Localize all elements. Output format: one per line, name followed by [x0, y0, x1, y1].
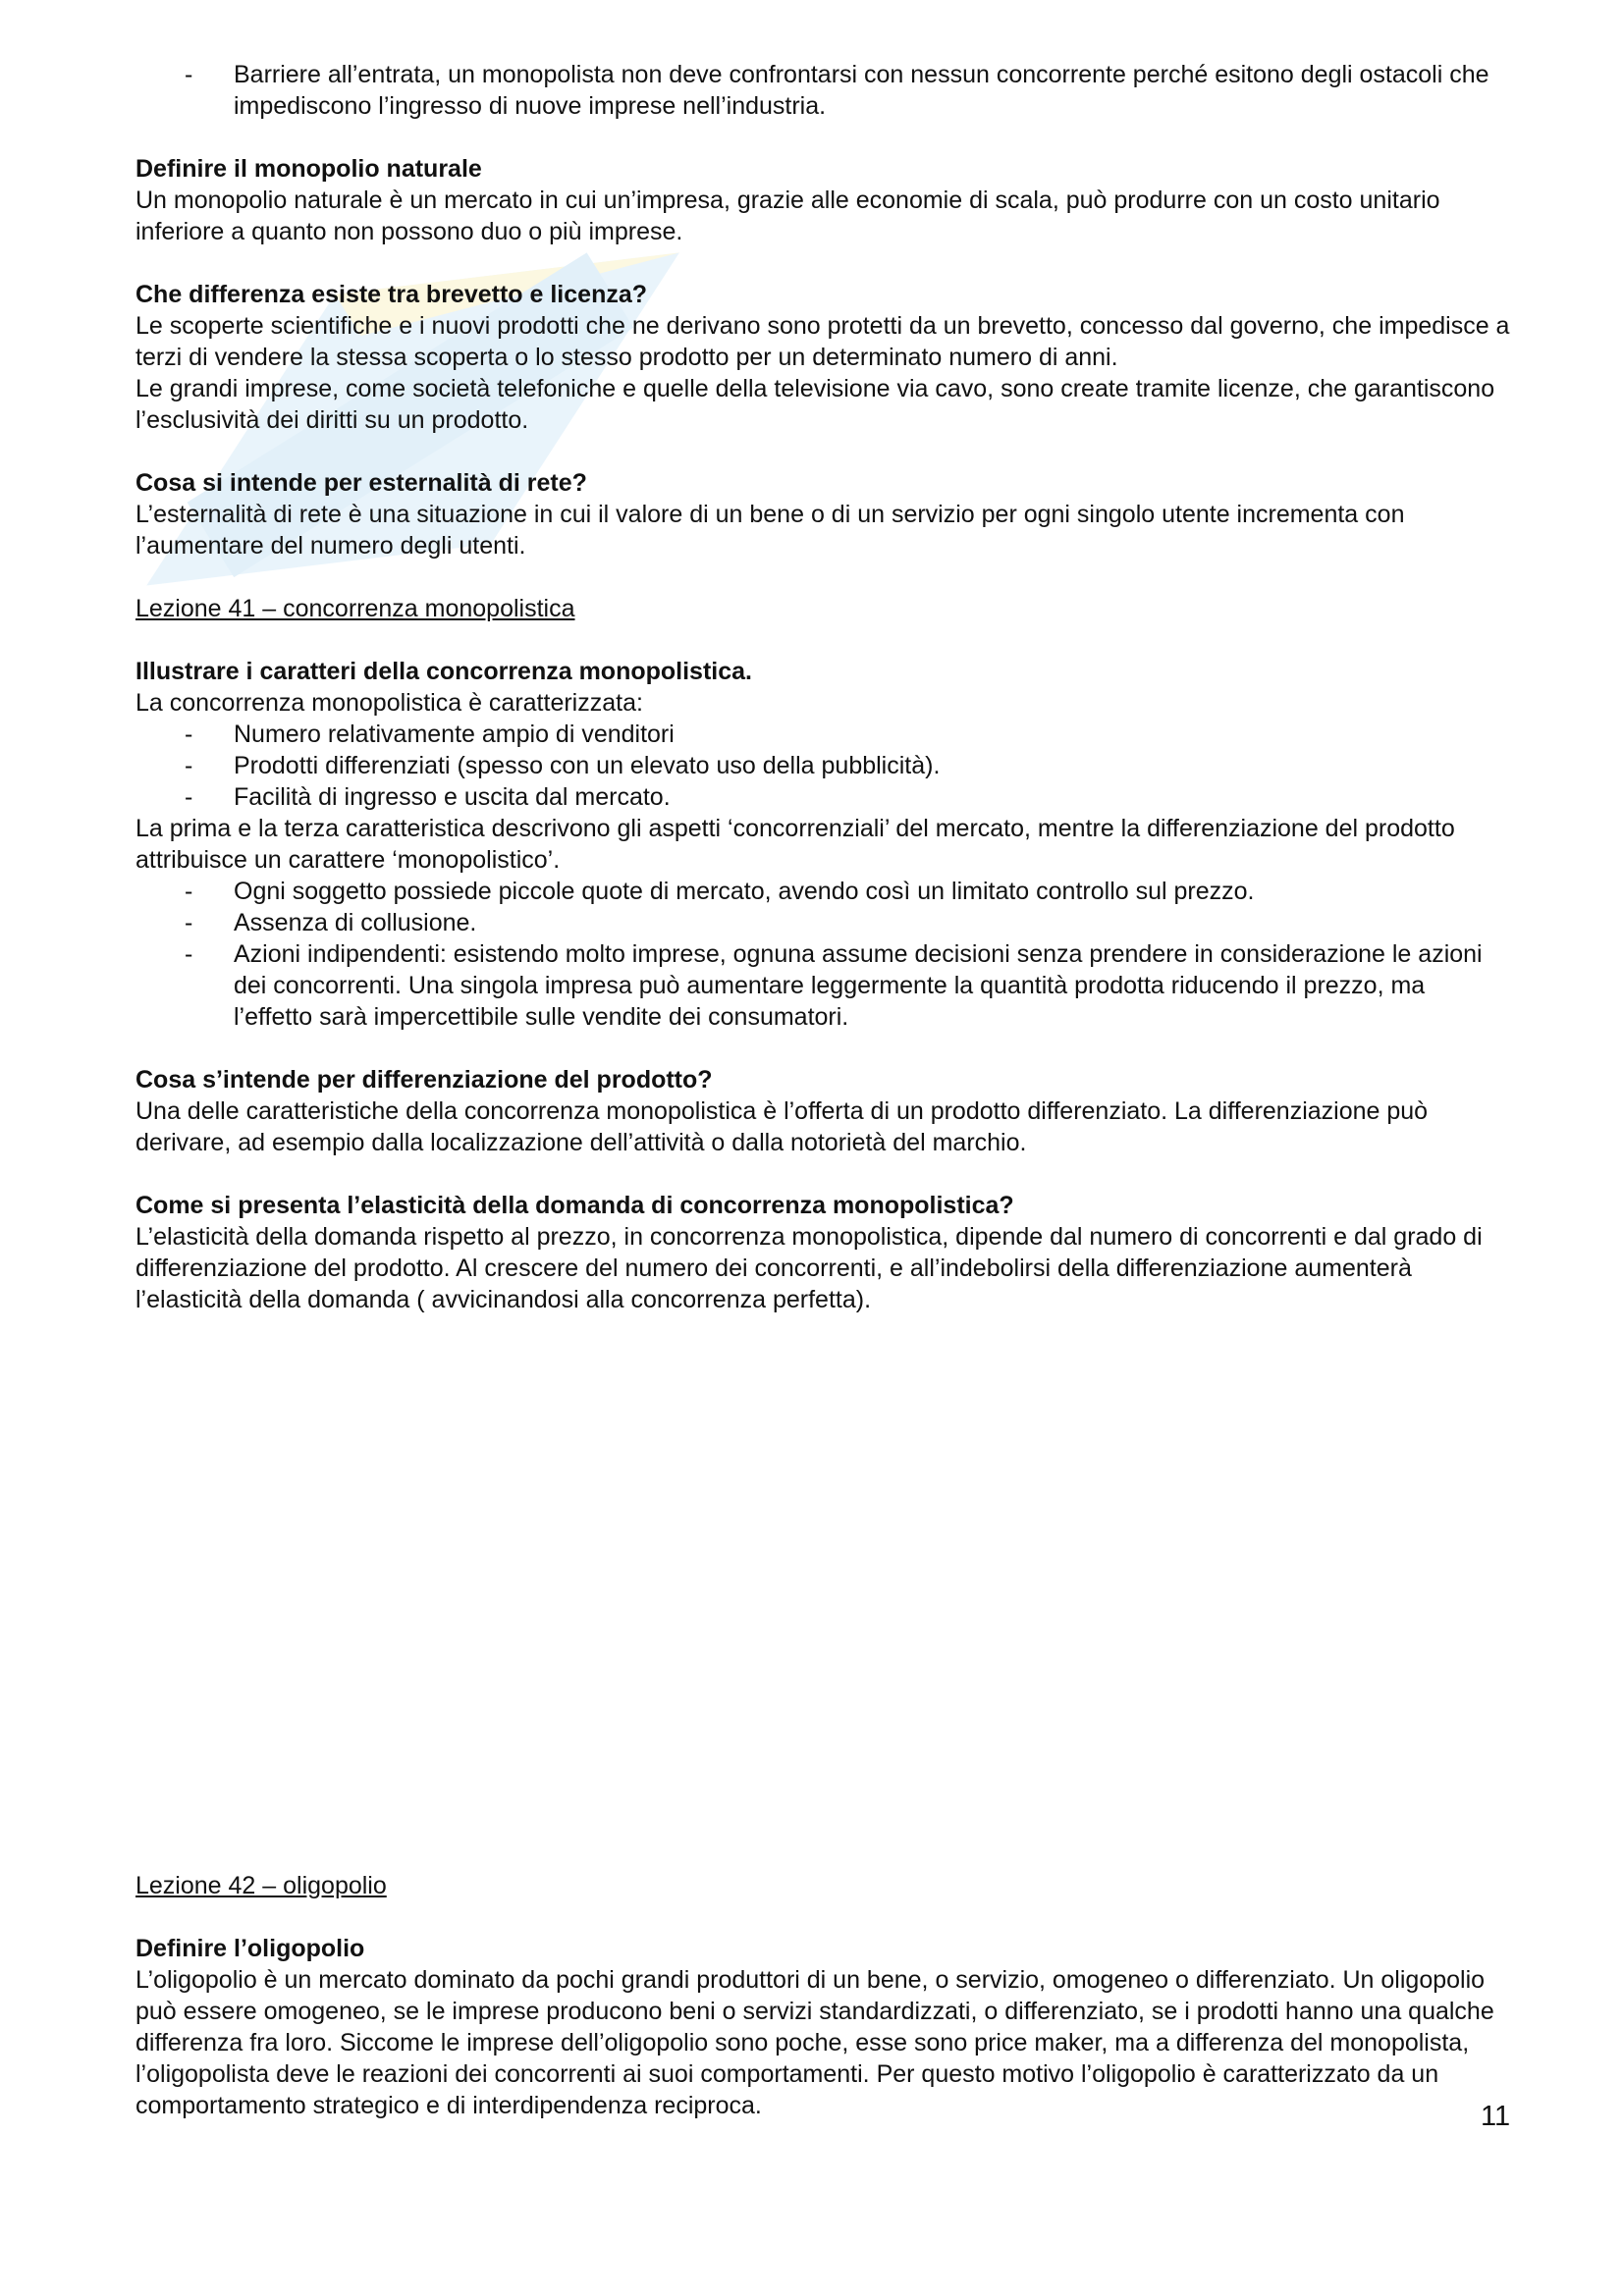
list-item-text: Numero relativamente ampio di venditori [234, 721, 675, 748]
answer-paragraph: L’elasticità della domanda rispetto al prezzo, in concorrenza monopolistica, dipende dal numero di concorrenti e dal grado di differenziazione del prodotto. Al crescere del numero dei concorrenti, e all’indebolirsi della differenziazione aumenterà l’elasticità della domanda ( avvicinandosi alla concorrenza perfetta). [135, 1223, 1483, 1313]
list-item [135, 750, 1510, 781]
question-heading: Che differenza esiste tra brevetto e licenza? [135, 281, 648, 308]
question-heading: Cosa s’intende per differenziazione del prodotto? [135, 1066, 713, 1094]
answer-paragraph: La concorrenza monopolistica è caratterizzata: [135, 689, 643, 717]
question-heading: Definire il monopolio naturale [135, 155, 482, 183]
dash-bullet: - [185, 909, 193, 936]
paragraph-gap [135, 624, 1510, 656]
answer-paragraph: L’esternalità di rete è una situazione in cui il valore di un bene o di un servizio per ogni singolo utente incrementa con l’aumentare del numero degli utenti. [135, 501, 1405, 560]
list-item [135, 719, 1510, 750]
question-heading: Cosa si intende per esternalità di rete? [135, 469, 587, 497]
dash-bullet: - [185, 61, 193, 88]
dash-list [135, 719, 1510, 813]
list-item-text: Assenza di collusione. [234, 909, 477, 936]
answer-paragraph: La prima e la terza caratteristica descrivono gli aspetti ‘concorrenziali’ del mercato, mentre la differenziazione del prodotto attribuisce un carattere ‘monopolistico’. [135, 815, 1455, 874]
list-item-text: Barriere all’entrata, un monopolista non deve confrontarsi con nessun concorrente perché esitono degli ostacoli che impediscono l’ingresso di nuove imprese nell’industria. [234, 61, 1489, 120]
list-item [135, 876, 1510, 907]
dash-bullet: - [185, 878, 193, 905]
list-item-text: Azioni indipendenti: esistendo molto imprese, ognuna assume decisioni senza prendere in considerazione le azioni dei concorrenti. Una singola impresa può aumentare leggermente la quantità prodotta riducendo il prezzo, ma l’effetto sarà impercettibile sulle vendite dei consumatori. [234, 940, 1483, 1031]
page-blank-space [135, 1315, 1510, 1870]
paragraph-gap [135, 561, 1510, 593]
question-heading: Definire l’oligopolio [135, 1935, 365, 1962]
lesson-title: Lezione 42 – oligopolio [135, 1872, 387, 1899]
list-item [135, 59, 1510, 122]
list-item [135, 781, 1510, 813]
paragraph-gap [135, 1901, 1510, 1933]
list-item [135, 938, 1510, 1033]
dash-list [135, 876, 1510, 1033]
question-heading: Illustrare i caratteri della concorrenza monopolistica. [135, 658, 752, 685]
dash-bullet: - [185, 721, 193, 748]
answer-paragraph: Un monopolio naturale è un mercato in cui un’impresa, grazie alle economie di scala, può produrre con un costo unitario inferiore a quanto non possono duo o più imprese. [135, 187, 1440, 245]
list-item [135, 907, 1510, 938]
lesson-title: Lezione 41 – concorrenza monopolistica [135, 595, 575, 622]
document-body [135, 59, 1510, 2121]
paragraph-gap [135, 436, 1510, 467]
paragraph-gap [135, 247, 1510, 279]
dash-list [135, 59, 1510, 122]
paragraph-gap [135, 122, 1510, 153]
dash-bullet: - [185, 752, 193, 779]
paragraph-gap [135, 1033, 1510, 1064]
list-item-text: Facilità di ingresso e uscita dal mercato. [234, 783, 671, 811]
answer-paragraph: L’oligopolio è un mercato dominato da pochi grandi produttori di un bene, o servizio, omogeneo o differenziato. Un oligopolio può essere omogeneo, se le imprese producono beni o servizi standardizzati, o differenziato, se i prodotti hanno una qualche differenza fra loro. Siccome le imprese dell’oligopolio sono poche, esse sono price maker, ma a differenza del monopolista, l’oligopolista deve le reazioni dei concorrenti ai suoi comportamenti. Per questo motivo l’oligopolio è caratterizzato da un comportamento strategico e di interdipendenza reciproca. [135, 1966, 1494, 2119]
answer-paragraph: Le grandi imprese, come società telefoniche e quelle della televisione via cavo, sono create tramite licenze, che garantiscono l’esclusività dei diritti su un prodotto. [135, 375, 1495, 434]
page-number: 11 [1481, 2101, 1511, 2132]
answer-paragraph: Una delle caratteristiche della concorrenza monopolistica è l’offerta di un prodotto differenziato. La differenziazione può derivare, ad esempio dalla localizzazione dell’attività o dalla notorietà del marchio. [135, 1097, 1429, 1156]
dash-bullet: - [185, 783, 193, 811]
question-heading: Come si presenta l’elasticità della domanda di concorrenza monopolistica? [135, 1192, 1014, 1219]
answer-paragraph: Le scoperte scientifiche e i nuovi prodotti che ne derivano sono protetti da un brevetto, concesso dal governo, che impedisce a terzi di vendere la stessa scoperta o lo stesso prodotto per un determinato numero di anni. [135, 312, 1510, 371]
dash-bullet: - [185, 940, 193, 968]
list-item-text: Prodotti differenziati (spesso con un elevato uso della pubblicità). [234, 752, 941, 779]
paragraph-gap [135, 1158, 1510, 1190]
list-item-text: Ogni soggetto possiede piccole quote di mercato, avendo così un limitato controllo sul prezzo. [234, 878, 1255, 905]
